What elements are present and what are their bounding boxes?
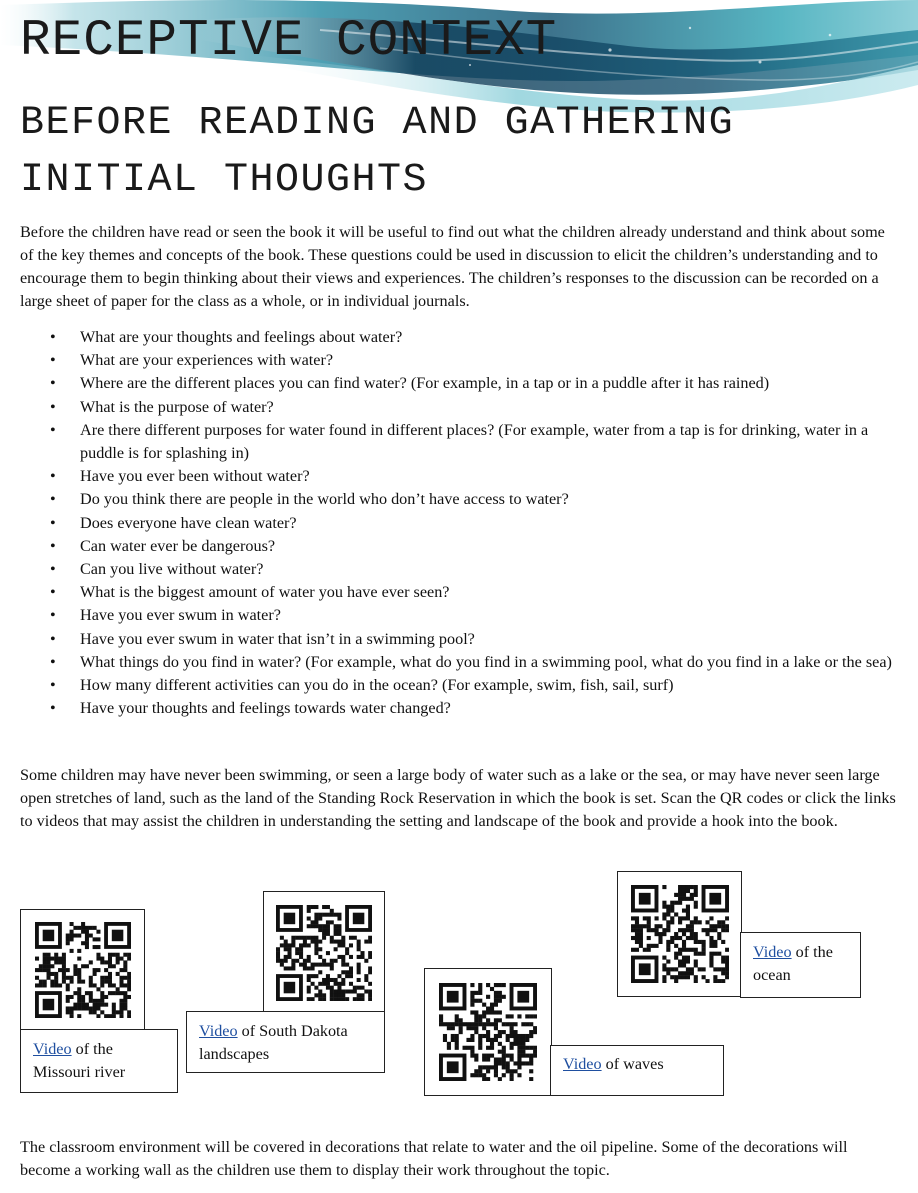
question-item xyxy=(20,535,900,558)
caption-text: Missouri river xyxy=(33,1063,126,1081)
bullet-icon: • xyxy=(50,583,56,602)
video-caption-ocean xyxy=(740,932,861,998)
bullet-icon: • xyxy=(50,374,56,393)
bullet-icon: • xyxy=(50,536,56,555)
question-text: What things do you find in water? (For example, what do you find in a swimming pool, what do you find in a lake or the sea) xyxy=(80,652,892,671)
qr-pattern xyxy=(439,983,537,1081)
video-link-waves[interactable]: Video xyxy=(563,1055,602,1073)
qr-pattern xyxy=(631,885,729,983)
question-item xyxy=(20,512,900,535)
question-item xyxy=(20,465,900,488)
qr-pattern xyxy=(35,922,131,1018)
caption-text: landscapes xyxy=(199,1045,270,1063)
question-item xyxy=(20,674,900,697)
qr-code-missouri-river xyxy=(20,909,145,1031)
caption-text: of the xyxy=(71,1040,113,1058)
question-item xyxy=(20,628,900,651)
bullet-icon: • xyxy=(50,699,56,718)
caption-text: of waves xyxy=(601,1055,664,1073)
question-text: Can you live without water? xyxy=(80,560,264,579)
caption-text: ocean xyxy=(753,966,791,984)
question-item xyxy=(20,604,900,627)
bullet-icon: • xyxy=(50,420,56,439)
question-text: Are there different purposes for water found in different places? (For example, water from a tap is for drinking, water in a puddle is for splashing in) xyxy=(80,420,869,463)
video-link-south-dakota[interactable]: Video xyxy=(199,1022,238,1040)
question-text: Do you think there are people in the world who don’t have access to water? xyxy=(80,490,569,509)
question-item xyxy=(20,697,900,720)
question-item xyxy=(20,326,900,349)
video-caption-missouri-river xyxy=(20,1029,178,1093)
question-text: What is the biggest amount of water you have ever seen? xyxy=(80,583,450,602)
question-text: Does everyone have clean water? xyxy=(80,513,297,532)
questions-list xyxy=(20,326,900,720)
caption-text: of South Dakota xyxy=(237,1022,348,1040)
question-text: Have you ever swum in water? xyxy=(80,606,281,625)
qr-code-ocean xyxy=(617,871,742,997)
question-item xyxy=(20,396,900,419)
bullet-icon: • xyxy=(50,328,56,346)
bullet-icon: • xyxy=(50,560,56,579)
question-text: What is the purpose of water? xyxy=(80,397,274,416)
question-text: How many different activities can you do in the ocean? (For example, swim, fish, sail, surf) xyxy=(80,676,674,695)
question-text: What are your thoughts and feelings about water? xyxy=(80,328,403,346)
question-text: Where are the different places you can find water? (For example, in a tap or in a puddle after it has rained) xyxy=(80,374,770,393)
bullet-icon: • xyxy=(50,629,56,648)
intro-paragraph: Before the children have read or seen the book it will be useful to find out what the children already understand and think about some of the key themes and concepts of the book. These questions could be used in discussion to elicit the children’s understanding and to encourage them to begin thinking about their views and experiences. The children’s responses to the discussion can be recorded on a large sheet of paper for the class as a whole, or in individual journals. xyxy=(20,223,885,310)
section-heading-line-2: INITIAL THOUGHTS xyxy=(20,158,429,203)
classroom-environment-paragraph: The classroom environment will be covered in decorations that relate to water and the oil pipeline. Some of the decorations will become a working wall as the children use them to display their work throughout the topic. xyxy=(20,1138,848,1179)
question-text: Have you ever been without water? xyxy=(80,467,310,486)
bullet-icon: • xyxy=(50,467,56,486)
bullet-icon: • xyxy=(50,652,56,671)
bullet-icon: • xyxy=(50,606,56,625)
question-item xyxy=(20,349,900,372)
question-item xyxy=(20,372,900,395)
bullet-icon: • xyxy=(50,676,56,695)
question-text: Have your thoughts and feelings towards water changed? xyxy=(80,699,451,718)
question-item xyxy=(20,558,900,581)
video-caption-waves xyxy=(550,1045,724,1096)
question-item xyxy=(20,419,900,465)
question-item xyxy=(20,581,900,604)
bullet-icon: • xyxy=(50,397,56,416)
question-text: What are your experiences with water? xyxy=(80,351,334,370)
question-item xyxy=(20,651,900,674)
question-text: Can water ever be dangerous? xyxy=(80,536,276,555)
video-intro-paragraph: Some children may have never been swimming, or seen a large body of water such as a lake or the sea, or may have never seen large open stretches of land, such as the land of the Standing Rock Reservation in which the book is set. Scan the QR codes or click the links to videos that may assist the children in understanding the setting and landscape of the book and provide a hook into the book. xyxy=(20,766,896,830)
video-caption-south-dakota xyxy=(186,1011,385,1073)
qr-code-waves xyxy=(424,968,552,1096)
section-heading xyxy=(20,95,734,209)
bullet-icon: • xyxy=(50,351,56,370)
qr-code-south-dakota xyxy=(263,891,385,1013)
video-link-missouri-river[interactable]: Video xyxy=(33,1040,72,1058)
page-title: RECEPTIVE CONTEXT xyxy=(20,13,558,70)
question-text: Have you ever swum in water that isn’t in a swimming pool? xyxy=(80,629,475,648)
bullet-icon: • xyxy=(50,490,56,509)
caption-text: of the xyxy=(791,943,833,961)
bullet-icon: • xyxy=(50,513,56,532)
video-link-ocean[interactable]: Video xyxy=(753,943,792,961)
section-heading-line-1: BEFORE READING AND GATHERING xyxy=(20,101,735,146)
question-item xyxy=(20,488,900,511)
qr-pattern xyxy=(276,905,372,1001)
